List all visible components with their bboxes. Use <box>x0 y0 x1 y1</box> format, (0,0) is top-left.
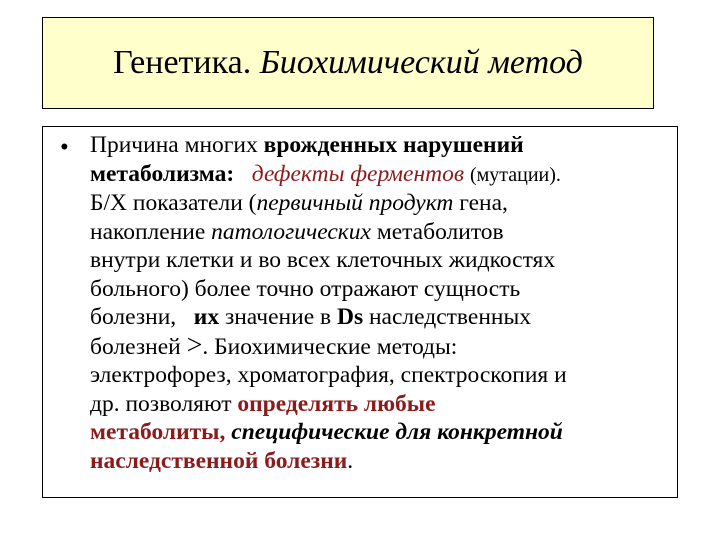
greater-than-symbol: > <box>186 329 203 361</box>
text-fragment: . <box>347 447 354 474</box>
text-fragment: электрофорез, хроматография, спектроскопия и <box>90 362 567 388</box>
emphasis-fragment: врожденных нарушений <box>263 132 524 158</box>
italic-fragment: патологических <box>211 218 371 245</box>
emphasis-fragment: метаболизма: <box>90 160 235 187</box>
highlight-fragment: метаболиты, <box>90 419 226 445</box>
text-fragment: наследственных <box>363 304 532 330</box>
emphasis-fragment: их <box>193 304 220 330</box>
text-line <box>90 275 674 304</box>
text-fragment: болезни, <box>90 304 177 330</box>
text-fragment: внутри клетки и во всех клеточных жидкостях <box>90 247 556 273</box>
emphasis-fragment: специфические для конкретной <box>225 419 563 445</box>
text-line <box>90 160 674 190</box>
text-fragment: гена, <box>453 190 508 216</box>
text-line <box>90 329 674 362</box>
bullet-marker: • <box>60 134 69 161</box>
highlight-fragment: определять любые <box>237 390 436 417</box>
text-fragment: значение в <box>219 304 337 330</box>
text-fragment: метаболитов <box>370 218 504 245</box>
text-line <box>90 447 674 476</box>
highlight-fragment: дефекты ферментов <box>251 160 465 187</box>
text-fragment: накопление <box>90 218 212 245</box>
emphasis-fragment: Ds <box>336 304 364 330</box>
bullet-text <box>90 131 674 475</box>
text-line <box>90 390 674 419</box>
text-fragment: др. позволяют <box>90 390 238 417</box>
content-box <box>42 126 678 498</box>
title-main: Генетика. <box>113 44 252 81</box>
text-line <box>90 361 674 390</box>
text-line <box>90 131 674 160</box>
text-line <box>90 418 674 447</box>
text-fragment: болезней <box>90 333 187 360</box>
text-fragment: Причина многих <box>90 132 264 158</box>
text-line <box>90 189 674 218</box>
text-line <box>90 246 674 275</box>
title-box <box>42 17 654 109</box>
text-line <box>90 303 674 332</box>
italic-fragment: первичный продукт <box>256 190 454 216</box>
highlight-fragment: наследственной болезни <box>90 447 348 474</box>
text-fragment: больного) более точно отражают сущность <box>90 275 521 302</box>
text-fragment: (мутации). <box>469 163 561 186</box>
slide-title <box>113 46 583 80</box>
text-line <box>90 218 674 247</box>
text-fragment: . Биохимические методы: <box>202 333 458 360</box>
title-subtitle: Биохимический метод <box>259 44 583 81</box>
text-fragment: Б/Х показатели ( <box>90 190 257 216</box>
